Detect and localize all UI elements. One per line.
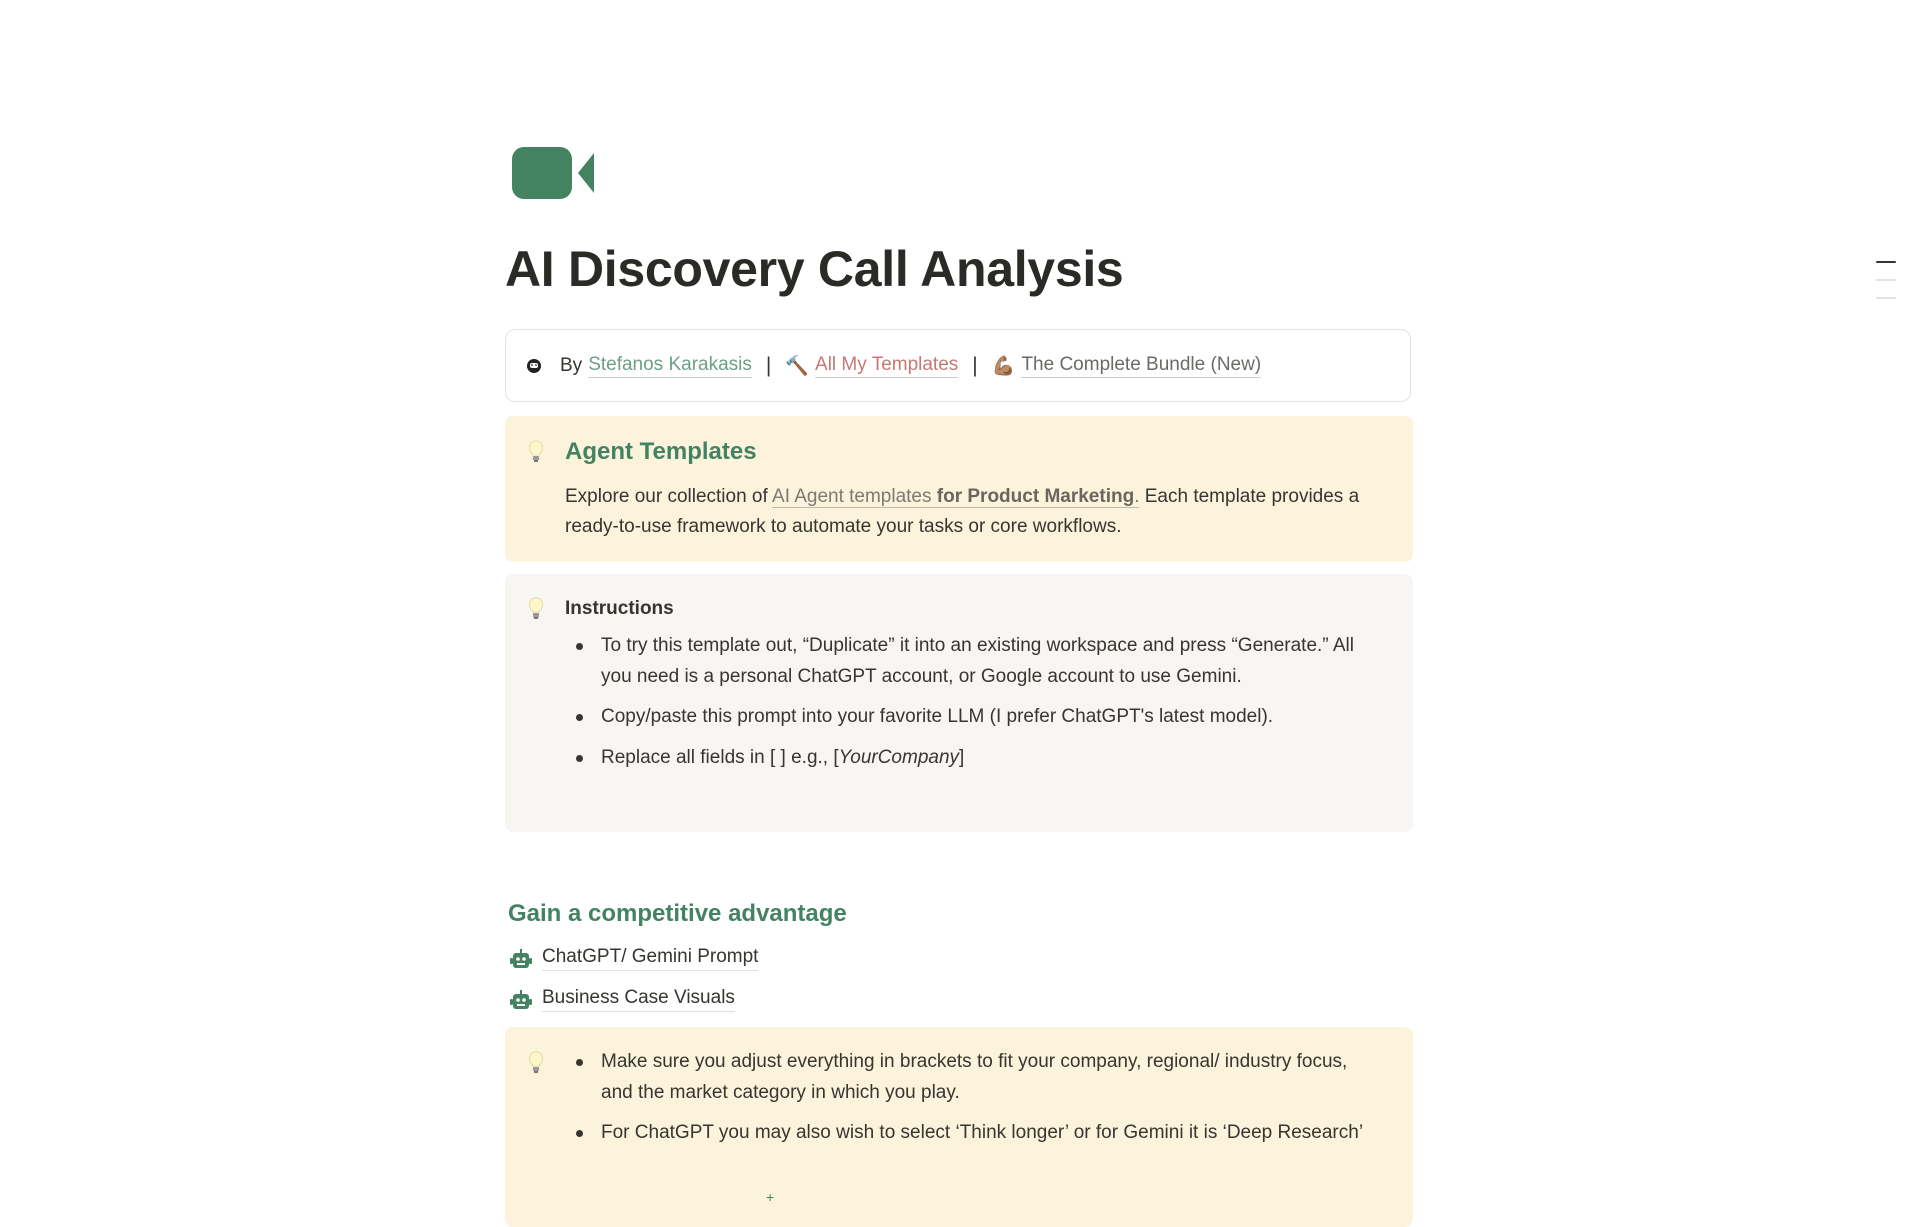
all-templates-link[interactable]: All My Templates: [815, 354, 958, 378]
page-link-chatgpt-gemini-prompt[interactable]: [510, 946, 758, 971]
text: ]: [959, 746, 965, 768]
table-of-contents-indicator[interactable]: [1876, 261, 1896, 315]
complete-bundle-link[interactable]: The Complete Bundle (New): [1021, 354, 1261, 378]
instructions-list: [565, 631, 1383, 783]
bearded-face-icon: [526, 357, 542, 375]
video-camera-icon[interactable]: [512, 145, 602, 201]
robot-icon: [510, 948, 532, 970]
toc-item-active[interactable]: [1876, 261, 1896, 263]
page-title[interactable]: AI Discovery Call Analysis: [505, 241, 1124, 297]
list-item: Make sure you adjust everything in brackets to fit your company, regional/ industry focus, and the market category in which you play.: [565, 1047, 1383, 1108]
agent-templates-link[interactable]: [772, 486, 1139, 508]
link-bold-text: for Product Marketing: [936, 486, 1135, 507]
tips-callout: [505, 1027, 1413, 1227]
placeholder-example: YourCompany: [838, 746, 960, 768]
page-link-label: Business Case Visuals: [542, 987, 735, 1012]
separator: |: [972, 353, 978, 377]
toc-item[interactable]: [1876, 297, 1896, 299]
lightbulb-icon: [529, 440, 543, 464]
by-label: By: [560, 354, 583, 376]
byline-box: [505, 329, 1411, 402]
hammer-icon: 🔨: [785, 355, 810, 377]
section-heading[interactable]: Gain a competitive advantage: [508, 900, 847, 927]
instructions-heading: Instructions: [565, 598, 674, 619]
agent-templates-callout: [505, 416, 1413, 562]
tips-list: [565, 1047, 1383, 1159]
text: Each template provides a ready-to-use framework to automate your tasks or core workflows.: [565, 486, 1360, 537]
link-period: .: [1134, 486, 1140, 507]
list-item: For ChatGPT you may also wish to select ‘Think longer’ or for Gemini it is ‘Deep Research’: [565, 1118, 1383, 1149]
lightbulb-icon: [529, 1051, 543, 1075]
callout-text: [565, 482, 1373, 542]
plus-icon: +: [766, 1189, 775, 1205]
separator: |: [765, 353, 772, 377]
list-item: To try this template out, “Duplicate” it into an existing workspace and press “Generate.” All you need is a personal ChatGPT account, or Google account to use Gemini.: [565, 631, 1383, 692]
text: Explore our collection of: [565, 486, 773, 507]
author-link[interactable]: Stefanos Karakasis: [588, 354, 752, 378]
lightbulb-icon: [529, 597, 543, 621]
callout-heading: Agent Templates: [565, 438, 757, 465]
page-link-business-case-visuals[interactable]: [510, 987, 735, 1012]
page-link-label: ChatGPT/ Gemini Prompt: [542, 946, 758, 971]
instructions-callout: [505, 574, 1413, 832]
flexed-biceps-icon: 💪🏽: [991, 355, 1016, 377]
list-item: Copy/paste this prompt into your favorite LLM (I prefer ChatGPT's latest model).: [565, 702, 1383, 733]
text: Replace all fields in [ ] e.g., [: [601, 746, 839, 768]
list-item: [565, 743, 1383, 774]
toc-item[interactable]: [1876, 279, 1896, 281]
robot-icon: [510, 989, 532, 1011]
link-text: AI Agent templates: [772, 486, 937, 507]
